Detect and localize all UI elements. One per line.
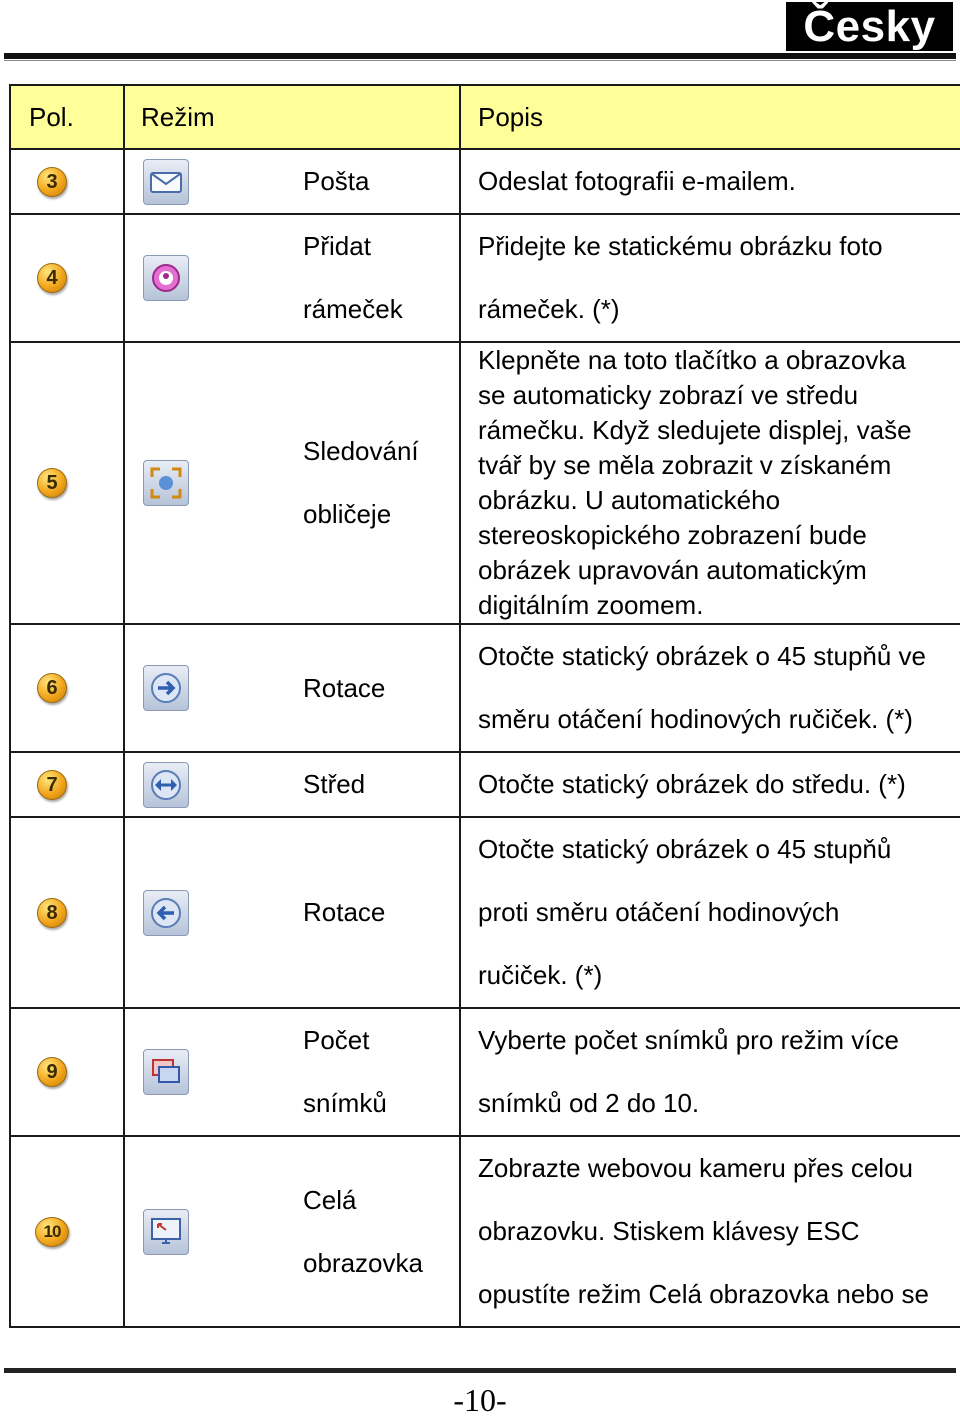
row-mode-label: obrazovka — [303, 1247, 423, 1278]
row-description: obrazovku. Stiskem klávesy ESC — [478, 1216, 860, 1246]
row-mode-label: Počet snímků — [303, 1025, 387, 1118]
row-mode-label: obličeje — [303, 499, 392, 529]
number-badge-icon: 7 — [37, 770, 67, 800]
rotate-left-icon[interactable] — [143, 890, 189, 936]
row-description: proti směru otáčení hodinových — [478, 897, 840, 927]
table-row — [10, 817, 960, 1008]
frame-count-icon[interactable] — [143, 1049, 189, 1095]
number-badge-icon: 3 — [37, 167, 67, 197]
number-badge-icon: 4 — [37, 263, 67, 293]
row-mode-label: Střed — [303, 769, 366, 799]
row-description: Odeslat fotografii e-mailem. — [478, 166, 796, 196]
rotate-right-icon[interactable] — [143, 665, 189, 711]
row-mode-label: rámeček — [303, 294, 403, 324]
row-description: Otočte statický obrázek o 45 stupňů ve — [478, 641, 927, 671]
frame-icon[interactable] — [143, 255, 189, 301]
row-description: opustíte režim Celá obrazovka nebo se — [478, 1279, 929, 1309]
table-row — [10, 149, 960, 214]
row-description: obrázku. U automatického — [478, 485, 781, 515]
row-description: Otočte statický obrázek do středu. (*) — [478, 769, 906, 799]
row-description: se automaticky zobrazí ve středu — [478, 380, 859, 410]
header-pos: Pol. — [29, 101, 74, 132]
row-description: snímků od 2 do 10. — [478, 1088, 700, 1118]
row-description: rámeček. (*) — [478, 294, 620, 324]
row-description: směru otáčení hodinových ručiček. (*) — [478, 704, 913, 734]
row-description: Vyberte počet snímků pro režim více — [478, 1025, 899, 1055]
header-rule — [4, 53, 956, 59]
row-mode-label: Sledování — [303, 436, 419, 466]
table-row — [10, 624, 960, 752]
table-header-row — [10, 85, 960, 149]
mode-table — [9, 84, 960, 1328]
row-mode-label: Rotace — [303, 672, 386, 703]
row-description: Otočte statický obrázek o 45 stupňů — [478, 834, 892, 864]
table-row — [10, 342, 960, 624]
table-row — [10, 1008, 960, 1136]
center-icon[interactable] — [143, 762, 189, 808]
mail-icon[interactable] — [143, 159, 189, 205]
row-description: ručiček. (*) — [478, 960, 603, 990]
row-description: obrázek upravován automatickým — [478, 555, 867, 585]
number-badge-icon: 5 — [37, 468, 67, 498]
face-tracking-icon[interactable] — [143, 460, 189, 506]
row-mode-label: Rotace — [303, 897, 386, 927]
number-badge-icon: 6 — [37, 673, 67, 703]
header-rule-thin — [4, 60, 956, 61]
number-badge-icon: 9 — [37, 1057, 67, 1087]
row-mode-label: Přidat — [303, 231, 371, 261]
row-description: tvář by se měla zobrazit v získaném — [478, 450, 892, 480]
table-row — [10, 752, 960, 817]
table-row — [10, 214, 960, 342]
row-mode-label: Pošta — [303, 166, 370, 196]
number-badge-icon: 8 — [37, 898, 67, 928]
row-description: Klepněte na toto tlačítko a obrazovka — [478, 345, 906, 375]
row-description: rámečku. Když sledujete displej, vaše — [478, 415, 912, 445]
header-mode: Režim — [141, 101, 215, 132]
row-mode-label: Celá — [303, 1184, 357, 1215]
row-description: digitálním zoomem. — [478, 590, 704, 620]
row-description: Zobrazte webovou kameru přes celou — [478, 1153, 914, 1183]
language-tab: Česky — [786, 2, 953, 51]
row-description: stereoskopického zobrazení bude — [478, 520, 867, 550]
table-row — [10, 1136, 960, 1327]
header-desc: Popis — [478, 101, 544, 132]
row-description: Přidejte ke statickému obrázku foto — [478, 231, 883, 261]
number-badge-icon: 10 — [35, 1217, 69, 1247]
page-number: -10- — [453, 1382, 507, 1418]
footer-rule — [4, 1368, 956, 1373]
fullscreen-icon[interactable] — [143, 1209, 189, 1255]
